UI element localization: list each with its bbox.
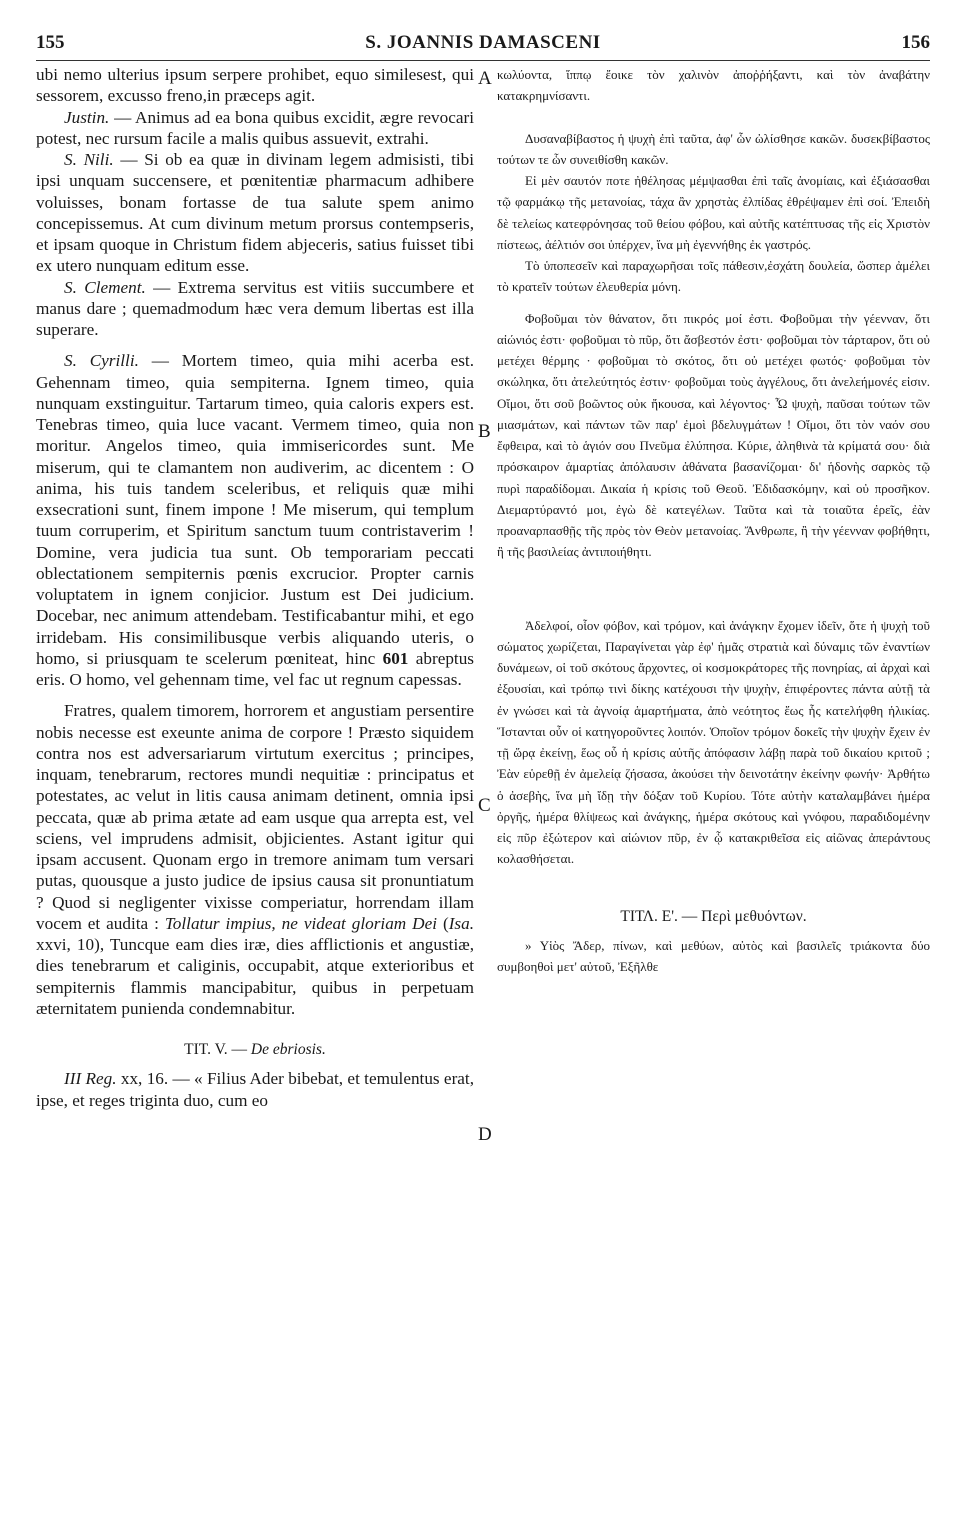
margin-letter-c: C	[478, 795, 491, 816]
source-citation: S. Clement.	[64, 277, 146, 297]
greek-paragraph: Φοβοῦμαι τὸν θάνατον, ὅτι πικρός μοί ἐστι. Φοβοῦμαι τὴν γέενναν, ὅτι αἰώνιός ἐστι· φοβοῦμαι τὸ πῦρ, ὅτι ἄσβεστόν ἐστι· φοβοῦμαι τὸν τάρταρον, ὅτι οὐ μετέχει θέρμης · φοβοῦμαι τὸ σκότος, ὅτι οὐ μετέχει φωτός· φοβοῦμαι τὸν σκώληκα, ὅτι ἀτελεύτητός ἐστιν· φοβοῦμαι τοὺς ἀγγέλους, ὅτι ἀνελεήμονές εἰσιν. Οἴμοι, ὅτι σοῦ βοῶντος οὐκ ἤκουσα, καὶ λέγοντος· Ὦ ψυχὴ, παῦσαι τούτων τῶν μιασμάτων, καὶ πάντων τῶν παρ' ἐμοὶ βδελυγμάτων ! Οἴμοι, ὅτι τὸν ναόν σου ἔφθειρα, καὶ τὸ ἁγιόν σου Πνεῦμα ἐλύπησα. Κύριε, ἀληθινὰ τὰ κρίματά σου· διὰ πρόσκαιρον ἁμαρτίας ἀπόλαυσιν ἀθάνατα βασανίζομαι· δι' ἡδονὴς σαρκὸς τῷ πυρὶ παραδίδομαι. Δικαία ἡ κρίσις τοῦ Θεοῦ. Ἐδιδασκόμην, καὶ οὐ προσῆκον. Διεμαρτύραντό μοι, ἐγὼ δὲ κατεγέλων. Ταῦτα καὶ τὰ τοιαῦτα ἐρεῖς, ἐὰν προαναρπασθῇς τῆς πρὸς τὸν Θεὸν μετανοίας. Ἄνθρωπε, ἢ τὴν γέενναν φοβήθητι, ἢ τῆς βασιλείας ἀντιποιήθητι.	[497, 310, 930, 560]
greek-paragraph: Εἰ μὲν σαυτόν ποτε ἠθέλησας μέμψασθαι ἐπὶ ταῖς ἀνομίαις, καὶ ἐξιάσασθαι τῷ φαρμάκῳ τῆς μετανοίας, τάχα ἂν χρηστὰς ἐλπίδας ἐθρέψαμεν ἐπὶ σοί. Ἐπειδὴ δὲ τελείως κατεφρόνησας τοῦ θείου φόβου, καὶ αὐτῆς κατέπτυσας τῆς εἰς Χριστὸν πίστεως, ἀέλτιόν σοι ὑπέρχεν, ἵνα μὴ ἐγεννήθης ἐκ γαστρός.	[497, 173, 930, 252]
running-header	[36, 32, 930, 58]
greek-paragraph: κωλύοντα, ἵππῳ ἔοικε τὸν χαλινὸν ἀποῤῥήξαντι, καὶ τὸν ἀναβάτην κατακρημνίσαντι.	[497, 67, 930, 104]
latin-paragraph: III Reg. xx, 16. — « Filius Ader bibebat, et temulentus erat, ipse, et reges triginta duo, cum eo	[36, 1069, 474, 1110]
latin-paragraph: ubi nemo ulterius ipsum serpere prohibet, equo similesest, qui sessorem, excusso freno,in præceps agit.	[36, 65, 474, 106]
greek-paragraph: Ἀδελφοί, οἷον φόβον, καὶ τρόμον, καὶ ἀνάγκην ἔχομεν ἰδεῖν, ὅτε ἡ ψυχὴ τοῦ σώματος χωρίζεται, Παραγίνεται γὰρ ἐφ' ἡμᾶς στρατιὰ καὶ δύναμις τῶν ἐναντίων δυνάμεων, οἱ τοῦ σκότους ἄρχοντες, οἱ κοσμοκράτορες τῆς πονηρίας, αἱ ἀρχαὶ καὶ ἐξουσίαι, καὶ τρόπῳ τινὶ δίκης κατέχουσι τὴν ψυχὴν, ἐπιφέροντες πάντα αὐτῇ τὰ ἐν γνώσει καὶ τὰ ἀγνοίᾳ ἁμαρτήματα, ἀπὸ νεότητος ἕως ἧς κατελήφθη ἡλικίας. Ἵστανται οὖν οἱ κατηγοροῦντες λοιπόν. Ὁποῖον τρόμον δοκεῖς τὴν ψυχὴν ἔχειν ἐν τῇ ὥρᾳ ἐκείνῃ, ἕως οὗ ἡ κρίσις αὐτῆς ἀπόφασιν λάβῃ παρὰ τοῦ δικαίου κριτοῦ ; Ἐὰν εὑρεθῇ ἐν ἀμελείᾳ ζήσασα, ἀκούσει τὴν δεινοτάτην ἐκείνην φωνήν· Ἀρθήτω ὁ ἀσεβὴς, ἵνα μὴ ἴδῃ τὴν δόξαν τοῦ Κυρίου. Τότε αὐτὴν καταλαμβάνει ἡμέρα ὀργῆς, ἡμέρα θλίψεως καὶ ἀνάγκης, ἡμέρα σκότους καὶ γνόφου, παραδιδομένην εἰς πῦρ ἐξώτερον καὶ αἰώνιον πῦρ, ἐν ᾧ κατακριθεῖσα εἰς αἰῶνας ἀπεράντους κολασθήσεται.	[497, 617, 930, 867]
source-citation: Justin.	[64, 107, 110, 127]
greek-paragraph: Δυσαναβίβαστος ἡ ψυχὴ ἐπὶ ταῦτα, ἀφ' ὧν ὠλίσθησε κακῶν. δυσεκβίβαστος τούτων τε ὧν συνειθίσθη κακῶν.	[497, 130, 930, 167]
greek-paragraph: Τὸ ὑποπεσεῖν καὶ παραχωρῆσαι τοῖς πάθεσιν,ἐσχάτη δουλεία, ὥσπερ ἀμέλει τὸ κρατεῖν τούτων ἐλευθερία μόνη.	[497, 258, 930, 295]
margin-letter-b: B	[478, 421, 491, 442]
scripture-quote: Tollatur impius, ne videat gloriam Dei	[164, 913, 437, 933]
latin-paragraph: Fratres, qualem timorem, horrorem et angustiam persentire nobis necesse est exeunte anima de corpore ! Præsto siquidem contra nos est adversariarum virtutum exercitus ; principes, inquam, tenebrarum, rectores mundi nequitiæ : principatus et potestates, ac velut in litis causa animam detinent, omnia ipsi peccata, quæ ab prima ætate ad eam usque qua arrepta est, vel sciens, vel imprudens admisit, objicientes. Astant igitur qui ipsam accusent. Quonam ergo in tremore animam tum versari putas, quousque a justo judice de ipsius causa sit pronuntiatum ? Quod si negligenter vixisse comperiatur, horrendam illam vocem et audita : Tollatur impius, ne videat gloriam Dei (Isa. xxvi, 10), Tuncque eam dies iræ, dies afflictionis et angustiæ, dies tenebrarum et caliginis, occupabit, atque exterioribus et sempiternis flammis mancipabitur, quibus in perpetuam æternitatem punienda condemnabitur.	[36, 701, 474, 1018]
latin-paragraph: S. Nili. — Si ob ea quæ in divinam legem admisisti, tibi ipsi unquam succensere, et pœnitentiæ pharmacum adhibere voluisses, bonam fortasse de tua salute spem animo concepissemus. At cum divinum metum prorsus contempseris, et ipsam quoque in Christum fidem abjeceris, satius fuisset tibi ex utero nunquam editum esse.	[36, 150, 474, 276]
latin-column	[36, 64, 474, 1111]
margin-letter-a: A	[478, 68, 492, 89]
section-title-latin: TIT. V. — De ebriosis.	[184, 1041, 326, 1058]
margin-letter-d: D	[478, 1124, 492, 1145]
section-title-greek: ΤΙΤΛ. Ε'. — Περὶ μεθυόντων.	[620, 907, 807, 925]
source-citation: S. Cyrilli.	[64, 351, 139, 371]
greek-paragraph: » Υἱὸς Ἄδερ, πίνων, καὶ μεθύων, αὐτὸς καὶ βασιλεῖς τριάκοντα δύο συμβοηθοὶ μετ' αὐτοῦ, Ἐξῆλθε	[497, 937, 930, 974]
latin-paragraph: S. Clement. — Extrema servitus est vitiis succumbere et manus dare ; quemadmodum hæc vera demum libertas est illa superare.	[36, 277, 474, 339]
source-citation: III Reg.	[64, 1069, 117, 1089]
running-title: S. JOANNIS DAMASCENI	[365, 32, 601, 53]
header-rule	[36, 60, 930, 61]
greek-column	[497, 64, 930, 977]
column-number: 601	[382, 648, 409, 668]
latin-paragraph: S. Cyrilli. — Mortem timeo, quia mihi acerba est. Gehennam timeo, quia sempiterna. Ignem timeo, quia nunquam exstinguitur. Tartarum timeo, quia caloris expers est. Tenebras timeo, quia luce vacant. Vermem timeo, quia non moritur. Angelos timeo, quia immisericordes sunt. Me miserum, qui te clamantem non audiverim, ac dicentem : O anima, his tuis tandem sceleribus, et reliquis quæ mihi exsecrationi sunt, finem impone ! Me miserum, qui templum tuum corruperim, et Spiritum sanctum tuum contristaverim ! Domine, vera judicia tua sunt. Ob temporariam peccati oblectationem sempiternis pœnis excrucior. Propter carnis voluptatem in ignem conjicior. Justum est Dei judicium. Docebar, nec animum attendebam. Testificabantur mihi, et ego irridebam. His consimilibusque verbis aliquando uteris, o homo, si priusquam te scelerum pœniteat, hinc 601 abreptus eris. O homo, vel gehennam time, vel fac ut regnum capessas.	[36, 351, 475, 689]
source-citation: S. Nili.	[64, 150, 114, 169]
scripture-reference: Isa.	[448, 913, 474, 933]
latin-paragraph: Justin. — Animus ad ea bona quibus excidit, ægre revocari potest, nec rursum facile a malis quibus assuevit, extrahi.	[36, 107, 474, 148]
page-number-right: 156	[901, 32, 930, 53]
page-number-left: 155	[36, 32, 65, 53]
